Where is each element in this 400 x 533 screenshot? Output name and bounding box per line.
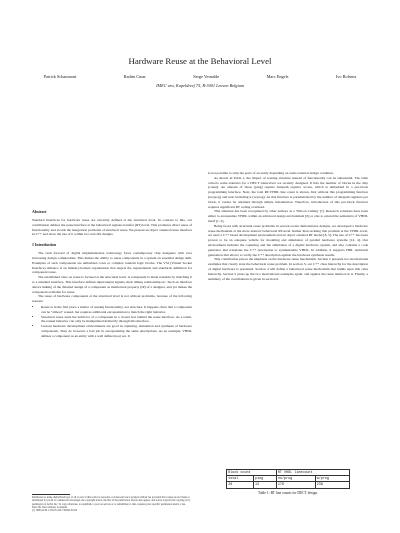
table-header-cell: Block count — [227, 470, 277, 476]
paper-title: Hardware Reuse at the Behavioral Level — [128, 56, 272, 66]
table-cell: 176 — [276, 482, 315, 488]
abstract-text: Standard interfaces for hardware reuse are currently defined at the structural level. In contrast to this, our contribution defines the reuse interface at the behavioral register-transfer (RT) level. This promotes direct reuse of functionality and avoids the integration problems of structural reuse. We present an object oriented reuse interface in C++ and show the use of it within two real-life designs. — [32, 218, 192, 237]
abstract-heading: Abstract — [32, 210, 47, 214]
body-paragraph: As shown in Table 1, the impact of reusing structure instead of functionality can be substantial. The table collects some statistics for a DECT transceiver we recently designed. It lists the number of blocks in the chip (count). An amount of those (ping) require datapath register access, which is embedded in a per-block programming interface. Next, the total RT-VHDL line count is shown, first without this programming function (no/prog) and next including it (w/prog). As this function is parametrized by the number of datapath registers per block, it cannot be obtained through simple instantiation. Therefore, introduction of this per-block function requires significant RT coding overhead. — [208, 175, 368, 209]
copyright-footnote — [32, 496, 192, 512]
reuse-problem-list — [32, 305, 192, 339]
table-cell: 26 — [227, 482, 254, 488]
list-item: • Current hardware development environments are good in capturing, simulation and synthesis of hardware components. They do however a bad job in encapsulating the same descriptions. As an example, VHDL defines a component as an entity with a well defined port set. It — [41, 324, 192, 338]
affiliation: IMEC vzw, Kapeldreef 75, B-3001 Leuven Belgium — [156, 83, 244, 88]
table-row — [227, 482, 350, 488]
body-paragraph: Being faced with structural reuse problems in several recent demonstrator designs, we developed a hardware reuse mechanism at the more abstract behavioral RT-level. Rather than tackling this problem at the VHDL level, we used a C++ based development environment and an object oriented RT model [8, 5]. The use of C++ has been proven to be an adequate vehicle for modeling and simulation of parallel hardware systems [12, 4]. Our environment includes the capturing and the simulation of a digital hardware system, and also contains a code generator that translates the C++ description to synthesizable VHDL. In addition, it supports HDL testbench generation that allows to verify the C++ description against the hardware synthesis results. — [208, 223, 368, 257]
intro-paragraph: The established view on reuse is focused at the structural level. A component is made reusable by matching it to a standard interface. This interface defines input/output signals, their timing relationship etc. Such an interface allows linking of the detailed design of a component as intellectual property (IP) of a designer, and yet makes the component available for reuse. — [32, 275, 192, 294]
footnote-line: DAC 99, New Orleans, Louisiana — [32, 505, 68, 509]
author-name: Ivo Bolsens — [335, 74, 357, 79]
table-header-cell: total — [227, 476, 254, 482]
list-item: • Reuse is in the first place a matter of reusing functionality, not structure. It happens often that a component can be "almost" reused, but requires additional encapsulation to match the right behavior. — [41, 305, 192, 315]
table-header-cell: w/prog — [315, 476, 349, 482]
intro-paragraph: The reuse of hardware components at the structural level is not without problems, because of the following reasons: — [32, 294, 192, 304]
footnote-line: (c) 1999 ACM 1-58113-109-7/99/06..$5.00 — [32, 509, 78, 513]
table-header-cell: no/prog — [276, 476, 315, 482]
table-header-cell: RT VHDL linecount — [276, 470, 349, 476]
footnote-divider — [32, 494, 70, 495]
body-paragraph: is not possible to strip the ports of an entity depending on some external design condition. — [208, 171, 334, 175]
author-name: Marc Engels — [266, 74, 289, 79]
intro-paragraph: The rush forward of digital implementation technology faces contemporary chip designers with ever increasing design complexities. This makes the ability to reuse components in a system an essential design skill. Examples of such components are embedded cores or complex random logic blocks. The VSI (Virtual Socket Interface) Alliance is an industry-backed organization that targets the requirements and standards definition for component reuse. — [32, 251, 192, 275]
body-paragraph: This situation has been recognized by other authors as a 'Silicon Ceiling' [7]. Research solutions have been either to encapsulate VHDL within an advanced design environment [6] or else to extend the semantics of VHDL itself [1, 2]. — [208, 209, 368, 223]
table-cell: 13 — [253, 482, 276, 488]
section-heading-introduction: 1 Introduction — [32, 243, 57, 248]
right-column — [208, 171, 368, 281]
line-count-table — [226, 469, 350, 489]
table-cell: 238 — [315, 482, 349, 488]
author-list — [20, 74, 380, 79]
table-header-cell: ping — [253, 476, 276, 482]
footnote-line: Permission to make digital/hardcopy of all or part of this work for personal or classroom use is granted without fee provided that copies are not made or distributed for profit or commercial advantage, the copyright notice, the title of the publication and its date appear, and notice is given that copying is by permission of ACM, Inc. To copy otherwise, to republish, to post on servers or to redistribute to lists, requires prior specific permission and/or a fee. — [32, 496, 191, 506]
left-column — [32, 210, 192, 341]
list-item: • Structural reuse seals the behavior of a component in a closed box behind the reuse interface. As a result, the reused behavior can only be manipulated indirectly through this interface. — [41, 315, 192, 325]
author-name: Patrick Schaumont — [43, 74, 77, 79]
author-name: Serge Vernalde — [193, 74, 220, 79]
author-name: Radim Cmar — [123, 74, 146, 79]
body-paragraph: This contribution places the emphasis on the hardware reuse mechanism. Section 2 presents two motivational examples that clearly state the behavioral reuse problem. In section 3, our C++ class hierarchy for the description of digital hardware is presented. Section 4 will define a behavioral reuse mechanism that builds upon this class hierarchy. Section 5 picks up the two motivational examples again, and applies the reuse method on it. Finally, a summary of the contributions is given in section 6. — [208, 257, 368, 281]
table-caption: Table 1: RT line counts for DECT design. — [258, 491, 318, 495]
table — [226, 469, 350, 489]
